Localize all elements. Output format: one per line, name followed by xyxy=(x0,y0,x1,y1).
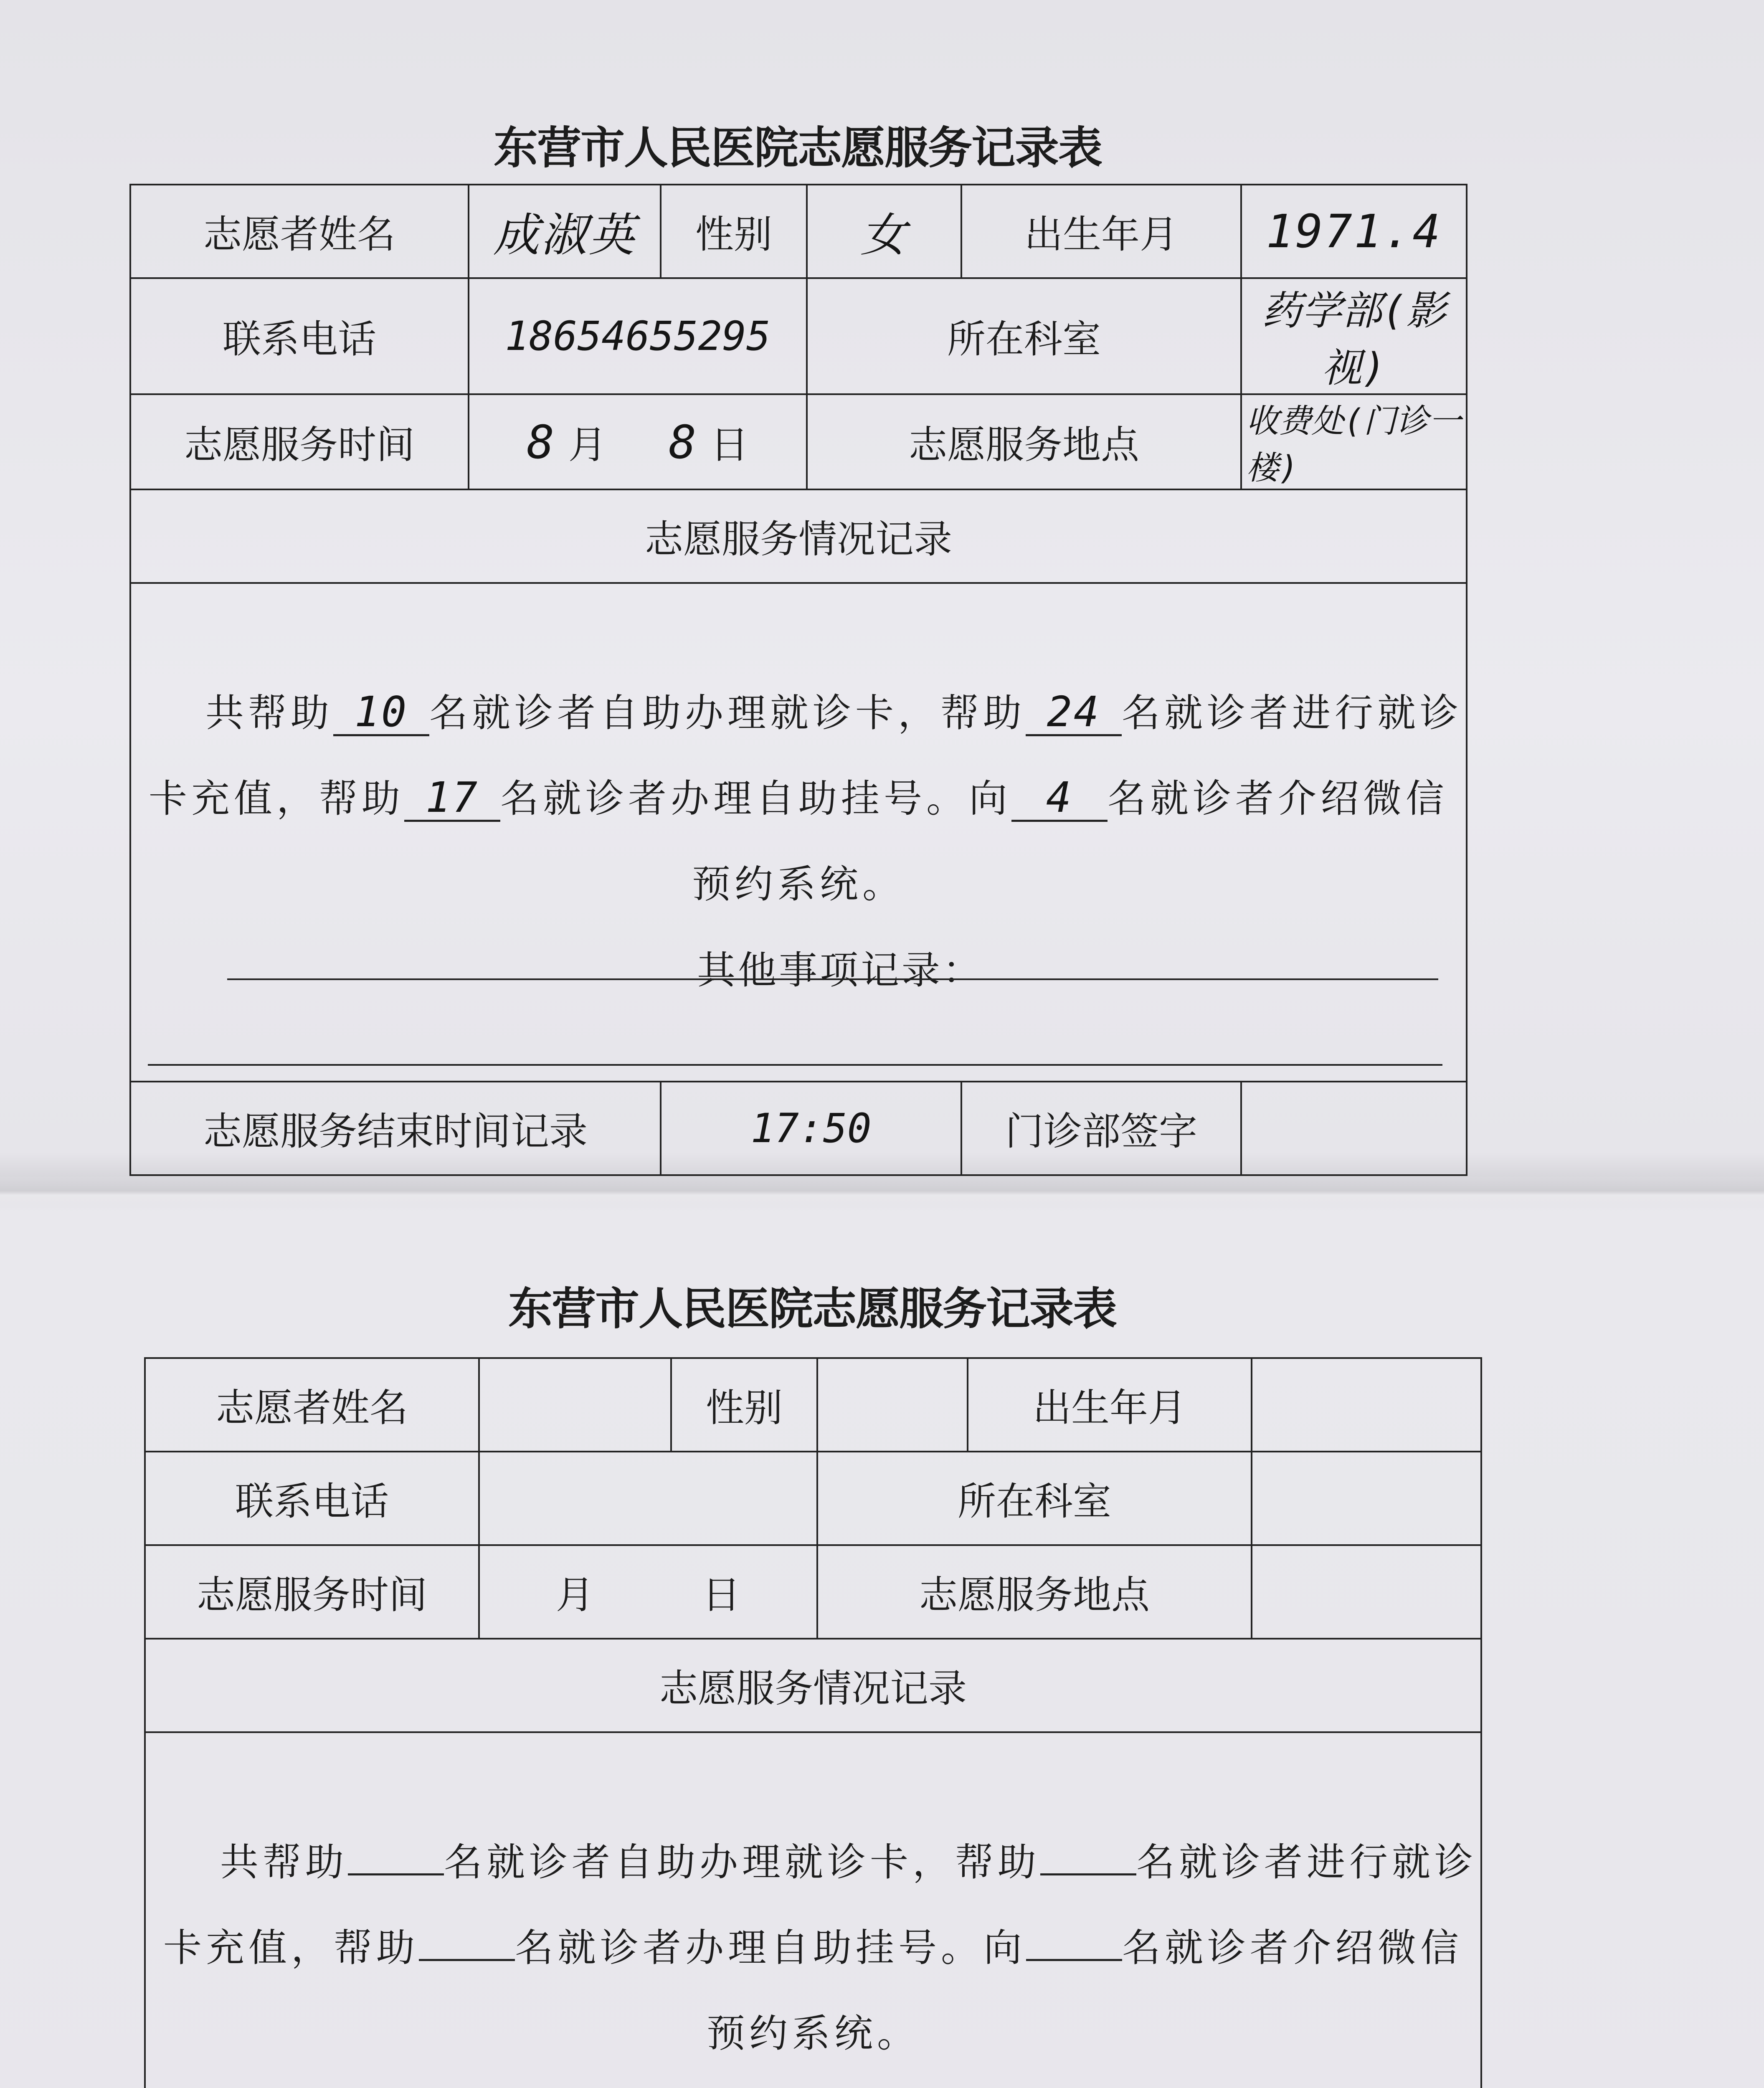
label-birth: 出生年月 xyxy=(961,185,1241,278)
cards-created-value: 10 xyxy=(354,687,408,736)
blank-cards-recharged[interactable] xyxy=(1040,1873,1136,1875)
phone-field[interactable] xyxy=(469,278,807,394)
record-header: 志愿服务情况记录 xyxy=(130,489,1467,583)
volunteer-name-field[interactable] xyxy=(479,1358,671,1452)
phone-field[interactable] xyxy=(479,1452,817,1545)
other-matters-line-1[interactable] xyxy=(227,978,1438,980)
label-phone: 联系电话 xyxy=(130,278,469,394)
service-place-field[interactable] xyxy=(1252,1545,1481,1639)
label-gender: 性别 xyxy=(671,1358,817,1452)
month-label: 月 xyxy=(555,1573,594,1617)
label-department: 所在科室 xyxy=(807,278,1241,394)
department-field[interactable] xyxy=(1241,278,1467,394)
form-title: 东营市人民医院志愿服务记录表 xyxy=(494,122,1102,174)
record-paragraph xyxy=(146,1819,1480,2076)
label-service-place: 志愿服务地点 xyxy=(807,394,1241,489)
label-gender: 性别 xyxy=(661,185,807,278)
record-text-1: 共帮助 xyxy=(205,690,333,735)
end-time-value: 17:50 xyxy=(750,1105,872,1152)
phone-value: 18654655295 xyxy=(505,313,770,360)
month-label: 月 xyxy=(568,423,607,467)
label-phone: 联系电话 xyxy=(145,1452,479,1545)
department-field[interactable] xyxy=(1252,1452,1481,1545)
service-date-field[interactable] xyxy=(469,394,807,489)
wechat-intro-value: 4 xyxy=(1046,773,1073,822)
blank-wechat-intro[interactable] xyxy=(1011,773,1108,822)
label-birth: 出生年月 xyxy=(968,1358,1252,1452)
cards-recharged-value: 24 xyxy=(1047,687,1101,736)
record-body xyxy=(145,1732,1481,2088)
record-text-5: 名就诊者介绍微信预约系统。 xyxy=(692,776,1449,907)
label-volunteer-name: 志愿者姓名 xyxy=(145,1358,479,1452)
blank-cards-created[interactable] xyxy=(333,687,429,736)
record-header: 志愿服务情况记录 xyxy=(145,1639,1481,1732)
paper-fold xyxy=(0,1178,1764,1207)
blank-registrations[interactable] xyxy=(419,1959,515,1961)
service-place-value: 收费处(门诊一楼) xyxy=(1246,403,1461,487)
record-paragraph xyxy=(131,670,1466,927)
other-matters-line-2[interactable] xyxy=(148,1064,1442,1066)
label-signature: 门诊部签字 xyxy=(961,1082,1241,1175)
volunteer-name-field[interactable] xyxy=(469,185,661,278)
day-value: 8 xyxy=(669,416,698,469)
label-department: 所在科室 xyxy=(817,1452,1252,1545)
record-text-4: 名就诊者办理自助挂号。向 xyxy=(500,776,1011,821)
form-title: 东营市人民医院志愿服务记录表 xyxy=(508,1283,1116,1335)
gender-field[interactable] xyxy=(807,185,961,278)
label-end-time: 志愿服务结束时间记录 xyxy=(130,1082,661,1175)
record-body xyxy=(130,583,1467,1082)
month-value: 8 xyxy=(527,416,556,469)
record-text-1: 共帮助 xyxy=(220,1840,348,1885)
record-text-3: 名就诊者进行就诊卡充值，帮助 xyxy=(148,690,1463,821)
record-text-5: 名就诊者介绍微信预约系统。 xyxy=(706,1925,1463,2056)
end-time-field[interactable] xyxy=(661,1082,961,1175)
blank-wechat-intro[interactable] xyxy=(1026,1959,1122,1961)
label-service-time: 志愿服务时间 xyxy=(130,394,469,489)
service-place-field[interactable] xyxy=(1241,394,1467,489)
record-text-3: 名就诊者进行就诊卡充值，帮助 xyxy=(163,1840,1478,1970)
blank-cards-recharged[interactable] xyxy=(1026,687,1122,736)
record-text-2: 名就诊者自助办理就诊卡，帮助 xyxy=(429,690,1026,735)
label-service-place: 志愿服务地点 xyxy=(817,1545,1252,1639)
label-service-time: 志愿服务时间 xyxy=(145,1545,479,1639)
blank-registrations[interactable] xyxy=(404,773,500,822)
record-text-4: 名就诊者办理自助挂号。向 xyxy=(514,1925,1026,1970)
blank-cards-created[interactable] xyxy=(348,1873,444,1875)
birth-value: 1971.4 xyxy=(1266,205,1442,258)
day-label: 日 xyxy=(710,423,749,467)
service-date-field[interactable] xyxy=(479,1545,817,1639)
birth-field[interactable] xyxy=(1252,1358,1481,1452)
birth-field[interactable] xyxy=(1241,185,1467,278)
form-table xyxy=(144,1357,1482,2088)
registrations-value: 17 xyxy=(425,773,479,822)
record-text-2: 名就诊者自助办理就诊卡，帮助 xyxy=(444,1840,1040,1885)
day-label: 日 xyxy=(702,1573,741,1617)
gender-field[interactable] xyxy=(817,1358,968,1452)
form-table xyxy=(129,184,1467,1176)
volunteer-name-value: 成淑英 xyxy=(493,208,636,262)
gender-value: 女 xyxy=(860,208,908,262)
label-volunteer-name: 志愿者姓名 xyxy=(130,185,469,278)
department-value: 药学部(影视) xyxy=(1262,287,1446,391)
signature-field[interactable] xyxy=(1241,1082,1467,1175)
other-matters-label: 其他事项记录： xyxy=(697,948,983,993)
